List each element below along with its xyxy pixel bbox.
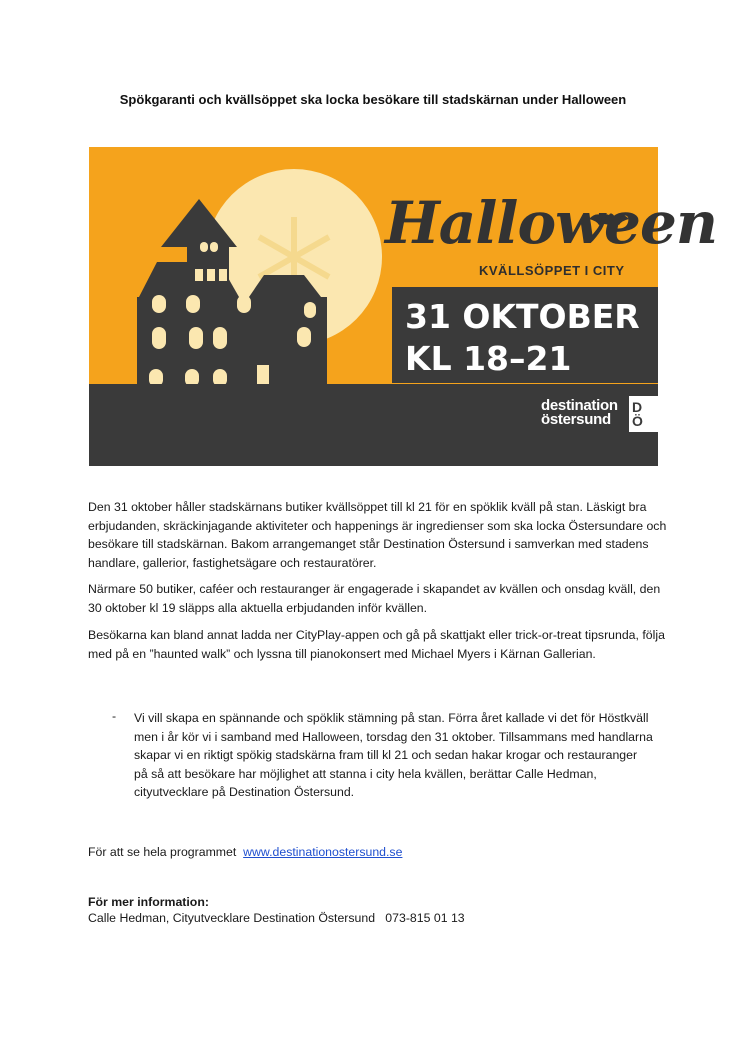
banner-time: KL 18–21 xyxy=(405,339,572,378)
destination-ostersund-logo xyxy=(541,399,618,427)
do-logo-line-2: Ö xyxy=(632,413,643,429)
program-text: För att se hela programmet xyxy=(88,845,237,859)
contact-line: Calle Hedman, Cityutvecklare Destination Östersund 073-815 01 13 xyxy=(88,911,465,925)
halloween-banner xyxy=(89,147,718,466)
quote-bullet: - xyxy=(112,709,117,723)
do-logo-text xyxy=(632,400,643,428)
paragraph-intro: Den 31 oktober håller stadskärnans butiker kvällsöppet till kl 21 för en spöklik kväll på stan. Läskigt bra erbjudanden, skräckinjagande aktiviteter och happenings är ingredienser som ska locka Östersundare och besökare till stadskärnan. Bakom arrangemanget står Destination Östersund i samverkan med stadens handlare, gallerior, fastighetsägare och restauratörer. xyxy=(88,500,667,570)
program-line xyxy=(88,843,668,862)
paragraph-shops: Närmare 50 butiker, caféer och restauranger är engagerade i skapandet av kvällen och onsdag kväll, den 30 oktober kl 19 släpps alla aktuella erbjudanden inför kvällen. xyxy=(88,582,661,615)
banner-headline: Halloween xyxy=(385,189,718,257)
contact-heading: För mer information: xyxy=(88,895,209,909)
brand-line-1: destination xyxy=(541,397,618,414)
program-link[interactable]: www.destinationostersund.se xyxy=(243,845,403,859)
page-title: Spökgaranti och kvällsöppet ska locka besökare till stadskärnan under Halloween xyxy=(119,92,627,107)
paragraph-activities: Besökarna kan bland annat ladda ner CityPlay-appen och gå på skattjakt eller trick-or-treat tipsrunda, följa med på en ”haunted walk” och lyssna till pianokonsert med Michael Myers i Kärnan Gallerian. xyxy=(88,628,665,661)
banner-date: 31 OKTOBER xyxy=(405,297,640,336)
banner-subtitle: KVÄLLSÖPPET I CITY xyxy=(479,263,625,278)
brand-line-2: östersund xyxy=(541,411,611,428)
quote-text: Vi vill skapa en spännande och spöklik stämning på stan. Förra året kallade vi det för Höstkväll men i år kör vi i samband med Halloween, torsdag den 31 oktober. Tillsammans med handlarna skapar vi en riktigt spökig stadskärna fram till kl 21 och sedan hakar krogar och restauranger på så att besökare har möjlighet att stanna i city hela kvällen, berättar Calle Hedman, cityutvecklare på Destination Östersund. xyxy=(134,711,653,799)
do-logo-line-1: D xyxy=(632,399,643,415)
